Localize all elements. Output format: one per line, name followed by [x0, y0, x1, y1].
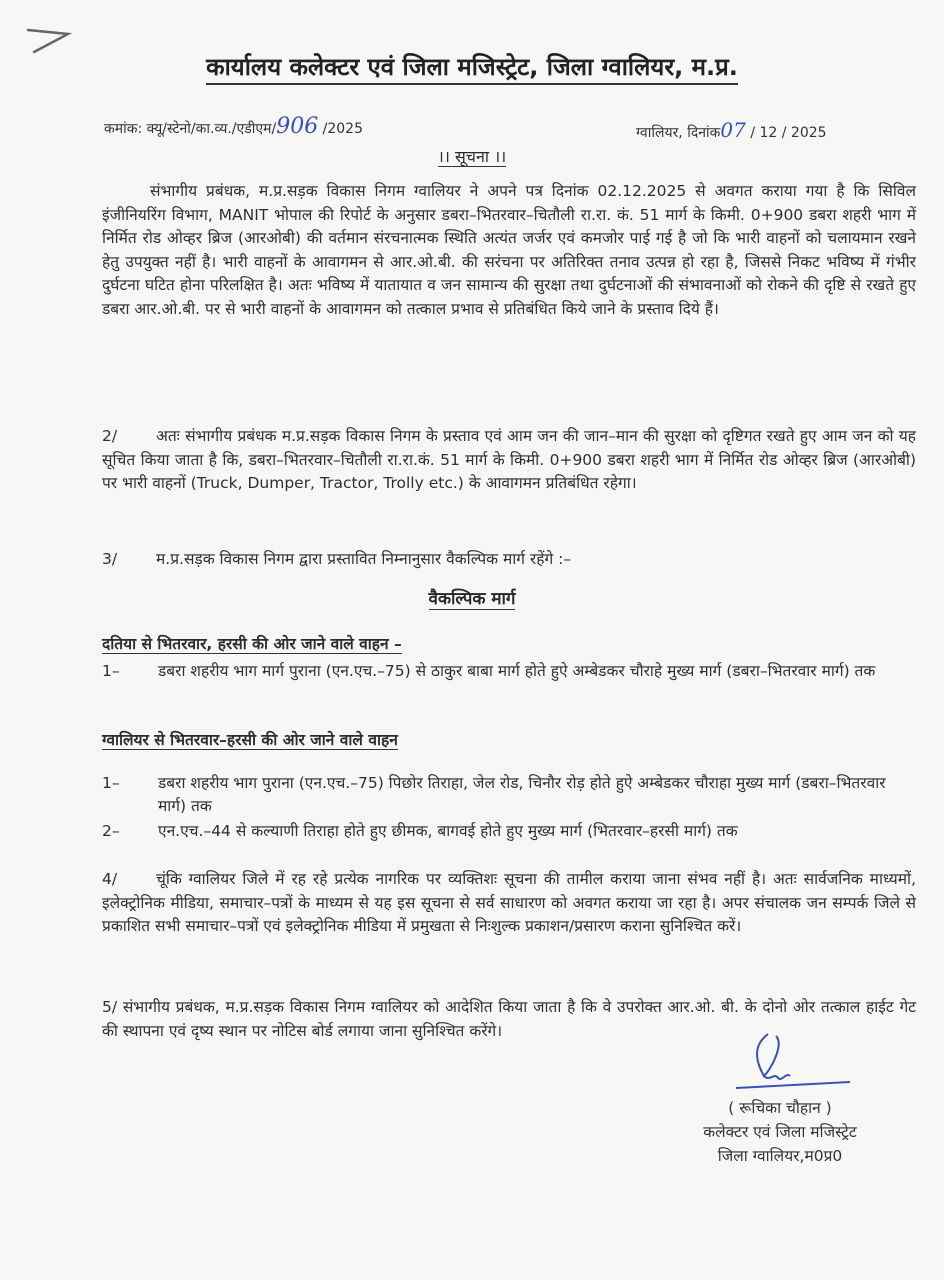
- paragraph-4-number: 4/: [102, 870, 118, 888]
- route-group-datia: [102, 632, 402, 654]
- route-item-number: 1–: [102, 774, 120, 792]
- route-item-text: डबरा शहरीय भाग मार्ग पुराना (एन.एच.–75) से ठाकुर बाबा मार्ग होते हुऐ अम्बेडकर चौराहे मुख्य मार्ग (डबरा–भितरवार मार्ग) तक: [158, 662, 876, 680]
- signature-icon: [712, 1032, 862, 1092]
- paragraph-4-text: चूंकि ग्वालियर जिले में रह रहे प्रत्येक नागरिक पर व्यक्तिशः सूचना की तामील कराया जाना संभव नहीं है। अतः सार्वजनिक माध्यमों, इलेक्ट्रोनिक मीडिया, समाचार–पत्रों के माध्यम से यह इस सूचना से सर्व साधारण को अवगत कराया जा रहा है। अपर संचालक जन सम्पर्क जिले से प्रकाशित सभी समाचार–पत्रों एवं इलेक्ट्रोनिक मीडिया में प्रमुखता से निःशुल्क प्रकाशन/प्रसारण कराना सुनिश्चित करें।: [102, 870, 916, 935]
- route-item: [102, 772, 916, 818]
- paragraph-3-text: म.प्र.सड़क विकास निगम द्वारा प्रस्तावित निम्नानुसार वैकल्पिक मार्ग रहेंगे :–: [156, 550, 572, 568]
- reference-suffix: /2025: [318, 121, 363, 137]
- date-suffix: / 12 / 2025: [745, 125, 827, 141]
- paragraph-5-text: संभागीय प्रबंधक, म.प्र.सड़क विकास निगम ग्वालियर को आदेशित किया जाता है कि वे उपरोक्त आर.ओ. बी. के दोनो ओर तत्काल हाईट गेट की स्थापना एवं दृष्य स्थान पर नोटिस बोर्ड लगाया जाना सुनिश्चित करेंगे।: [102, 998, 916, 1040]
- route-item: [102, 820, 916, 843]
- route-item-number: 2–: [102, 822, 120, 840]
- route-item-number: 1–: [102, 662, 120, 680]
- notice-heading: [0, 145, 944, 167]
- route-group-title: दतिया से भितरवार, हरसी की ओर जाने वाले वाहन –: [102, 635, 402, 653]
- paragraph-2-number: 2/: [102, 427, 118, 445]
- route-group-title: ग्वालियर से भितरवार–हरसी की ओर जाने वाले वाहन: [102, 731, 398, 749]
- route-item-text: एन.एच.–44 से कल्याणी तिराहा होते हुए छीमक, बागवई होते हुए मुख्य मार्ग (भितरवार–हरसी मार्ग) तक: [158, 822, 738, 840]
- signatory-name: ( रूचिका चौहान ): [728, 1099, 832, 1117]
- paragraph-3-number: 3/: [102, 550, 118, 568]
- letterhead-title: [0, 50, 944, 83]
- paragraph-4: [102, 868, 916, 939]
- paragraph-2-text: अतः संभागीय प्रबंधक म.प्र.सड़क विकास निगम के प्रस्ताव एवं आम जन की जान–मान की सुरक्षा को दृष्टिगत रखते हुए आम जन को यह सूचित किया जाता है कि, डबरा–भितरवार–चितौली रा.रा.कं. 51 मार्ग के किमी. 0+900 डबरा शहरी भाग में निर्मित रोड ओव्हर ब्रिज (आरओबी) पर भारी वाहनों (Truck, Dumper, Tractor, Trolly etc.) के आवागमन प्रतिबंधित रहेगा।: [102, 427, 916, 492]
- paragraph-5-number: 5/: [102, 998, 118, 1016]
- paragraph-2: [102, 425, 916, 496]
- date-handwritten-day: 07: [720, 118, 746, 142]
- signatory-designation: कलेक्टर एवं जिला मजिस्ट्रेट: [703, 1123, 857, 1141]
- alternate-routes-heading: [0, 586, 944, 609]
- reference-handwritten-number: 906: [276, 114, 319, 139]
- notice-heading-text: ।। सूचना ।।: [437, 147, 507, 166]
- document-date: [636, 118, 827, 142]
- paragraph-1: संभागीय प्रबंधक, म.प्र.सड़क विकास निगम ग्वालियर ने अपने पत्र दिनांक 02.12.2025 से अवगत कराया गया है कि सिविल इंजीनियरिंग विभाग, MANIT भोपाल की रिपोर्ट के अनुसार डबरा–भितरवार–चितौली रा.रा. कं. 51 मार्ग के किमी. 0+900 डबरा शहरी भाग में निर्मित रोड ओव्हर ब्रिज (आरओबी) की वर्तमान संरचनात्मक स्थिति अत्यंत जर्जर एवं कमजोर पाई गई है जो कि भारी वाहनों को चलायमान रखने हेतु उपयुक्त नहीं है। भारी वाहनों के आवागमन से आर.ओ.बी. की सरंचना पर अतिरिक्त तनाव उत्पन्न हो रहा है, जिससे निकट भविष्य में गंभीर दुर्घटना घटित होना परिलक्षित है। अतः भविष्य में यातायात व जन सामान्य की सुरक्षा तथा दुर्घटनाओं की संभावनाओं को रोकने की दृष्टि से रखते हुए डबरा आर.ओ.बी. पर से भारी वाहनों के आवागमन को तत्काल प्रभाव से प्रतिबंधित किये जाने के प्रस्ताव दिये हैं।: [102, 182, 916, 318]
- paragraph-3: [102, 548, 916, 572]
- reference-number: [104, 114, 363, 139]
- route-group-gwalior: [102, 728, 398, 750]
- signatory-office: जिला ग्वालियर,म0प्र0: [717, 1147, 843, 1165]
- route-item: [102, 660, 916, 683]
- alternate-routes-heading-text: वैकल्पिक मार्ग: [428, 589, 516, 609]
- reference-prefix: कमांक: क्यू/स्टेनो/का.व्य./एडीएम/: [104, 121, 277, 137]
- route-item-text: डबरा शहरीय भाग पुराना (एन.एच.–75) पिछोर तिराहा, जेल रोड, चिनौर रोड़ होते हुऐ अम्बेडकर चौराहा मुख्य मार्ग (डबरा–भितरवार मार्ग) तक: [158, 774, 886, 815]
- date-prefix: ग्वालियर, दिनांक: [636, 125, 721, 141]
- letterhead-title-text: कार्यालय कलेक्टर एवं जिला मजिस्ट्रेट, जिला ग्वालियर, म.प्र.: [206, 53, 738, 85]
